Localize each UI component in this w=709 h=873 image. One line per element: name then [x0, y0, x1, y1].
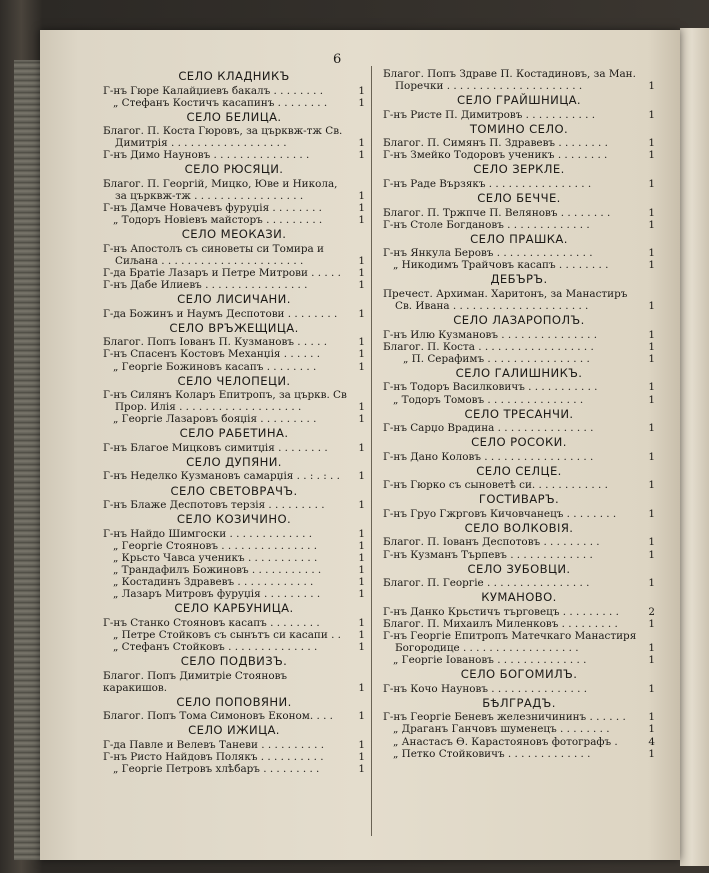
copies-count: 1	[648, 422, 655, 435]
subscriber-entry	[103, 389, 365, 413]
subscriber-name: Г-нъ Кузманъ Търпевъ . . . . . . . . . . . . .	[383, 548, 593, 561]
subscriber-entry	[383, 723, 655, 735]
copies-count: 1	[358, 360, 365, 373]
copies-count: 1	[648, 259, 655, 272]
subscriber-entry	[103, 528, 365, 540]
subscriber-entry	[383, 630, 655, 654]
subscriber-name: „ Тодоръ Новіевъ майсторъ . . . . . . . . .	[113, 214, 323, 227]
subscriber-entry	[103, 97, 365, 109]
subscriber-name: Г-нъ Дано Коловъ . . . . . . . . . . . . . . . . .	[383, 450, 594, 463]
subscriber-entry	[103, 243, 365, 267]
subscriber-entry	[103, 763, 365, 775]
subscriber-name: „ Никодимъ Трайчовъ касапъ . . . . . . . .	[393, 259, 609, 272]
column-divider	[371, 66, 372, 836]
subscriber-entry	[103, 540, 365, 552]
copies-count: 1	[648, 536, 655, 549]
subscriber-entry	[383, 247, 655, 259]
subscriber-name: Г-нъ Столе Богдановъ . . . . . . . . . . . . .	[383, 218, 590, 231]
subscriber-name: Благог. П. Георгіе . . . . . . . . . . . . . . . .	[383, 577, 590, 590]
copies-count: 1	[648, 328, 655, 341]
copies-count: 1	[358, 551, 365, 564]
village-heading: СЕЛО ЧЕЛОПЕЦИ.	[177, 373, 291, 388]
subscriber-name: Благог. П. Симянъ П. Здравевъ . . . . . . . .	[383, 137, 608, 150]
copies-count: 1	[358, 681, 365, 694]
next-page-edge	[680, 28, 709, 866]
subscriber-name: „ Драганъ Ганчовъ шуменецъ . . . . . . . .	[393, 723, 610, 736]
subscriber-entry	[383, 736, 655, 748]
copies-count: 1	[648, 352, 655, 365]
copies-count: 1	[358, 762, 365, 775]
copies-count: 1	[648, 80, 655, 93]
village-heading: СЕЛО ИЖИЦА.	[188, 723, 280, 738]
copies-count: 1	[648, 450, 655, 463]
subscriber-entry	[383, 508, 655, 520]
subscriber-entry	[383, 683, 655, 695]
copies-count: 1	[358, 738, 365, 751]
subscriber-entry	[383, 748, 655, 760]
village-heading: СЕЛО СЕЛЦЕ.	[476, 463, 562, 478]
subscriber-entry	[383, 288, 655, 312]
subscriber-entry	[103, 588, 365, 600]
subscriber-name: Г-нъ Гюрко съ сыноветѣ си. . . . . . . . . . . .	[383, 479, 608, 492]
subscriber-entry	[383, 711, 655, 723]
subscriber-name: Г-нъ Дамче Новачевъ фуруџія . . . . . . . .	[103, 202, 322, 215]
subscriber-name: Г-нъ Ристо Найдовъ Полякъ . . . . . . . . . .	[103, 750, 324, 763]
copies-count: 1	[648, 108, 655, 121]
subscriber-entry	[103, 564, 365, 576]
village-heading: СЕЛО ДУПЯНИ.	[186, 454, 282, 469]
village-heading: СЕЛО ЛИСИЧАНИ.	[177, 292, 291, 307]
subscriber-name: Г-нъ Змейко Тодоровъ ученикъ . . . . . . . .	[383, 149, 608, 162]
copies-count: 1	[648, 711, 655, 724]
subscriber-name: Благог. П. Михаилъ Миленковъ . . . . . . . . .	[383, 617, 618, 630]
copies-count: 1	[358, 279, 365, 292]
subscriber-name: Г-нъ Груо Гжрговъ Кичовчанецъ . . . . . . . .	[383, 507, 617, 520]
village-heading: СЕЛО ЛАЗАРОПОЛЪ.	[453, 313, 585, 328]
subscriber-name: Г-нъ Ристе П. Димитровъ . . . . . . . . . . .	[383, 108, 595, 121]
subscriber-name: Пречест. Архиман. Харитонъ, за Манастиръ Св. Ивана . . . . . . . . . . . . . . . . . . . . .	[383, 287, 628, 313]
subscriber-entry	[383, 479, 655, 491]
subscriber-name: „ Стефанъ Стойковъ . . . . . . . . . . . . . .	[113, 640, 318, 653]
subscriber-entry	[103, 670, 365, 694]
copies-count: 1	[648, 577, 655, 590]
subscriber-name: Г-да Божинъ и Наумъ Деспотови . . . . . . . .	[103, 307, 338, 320]
subscriber-name: Г-нъ Илю Кузмановъ . . . . . . . . . . . . . . .	[383, 328, 598, 341]
subscriber-name: „ Георгіе Лазаровъ бояџія . . . . . . . . .	[113, 413, 317, 426]
subscriber-name: „ П. Серафимъ . . . . . . . . . . . . . . . .	[403, 352, 590, 365]
copies-count: 1	[648, 218, 655, 231]
village-heading: СЕЛО ЗУБОВЦИ.	[467, 561, 571, 576]
copies-count: 1	[358, 576, 365, 589]
subscriber-entry	[103, 641, 365, 653]
subscriber-entry	[383, 536, 655, 548]
village-heading: ТОМИНО СЕЛО.	[469, 121, 569, 136]
copies-count: 1	[648, 206, 655, 219]
copies-count: 1	[358, 214, 365, 227]
subscriber-name: Г-нъ Неделко Кузмановъ самарџія . . : . : . .	[103, 470, 340, 483]
subscriber-entry	[383, 654, 655, 666]
copies-count: 1	[648, 642, 655, 655]
copies-count: 1	[648, 682, 655, 695]
subscriber-name: Г-нъ Дабе Илиевъ . . . . . . . . . . . . . . . .	[103, 279, 308, 292]
subscriber-entry	[383, 178, 655, 190]
subscriber-entry	[103, 348, 365, 360]
subscriber-entry	[383, 341, 655, 353]
village-heading: СЕЛО КОЗИЧИНО.	[176, 512, 292, 527]
copies-count: 1	[648, 479, 655, 492]
subscriber-name: „ Георгіе Божиновъ касапъ . . . . . . . .	[113, 360, 317, 373]
copies-count: 1	[648, 149, 655, 162]
village-heading: СЕЛО ГАЛИШНИКЪ.	[455, 365, 583, 380]
subscriber-name: Г-нъ Блаже Деспотовъ терзія . . . . . . . . .	[103, 499, 325, 512]
page-number: 6	[333, 52, 342, 67]
copies-count: 1	[648, 654, 655, 667]
subscriber-name: „ Стефанъ Костичъ касапинъ . . . . . . . .	[113, 96, 328, 109]
subscriber-entry	[383, 219, 655, 231]
copies-count: 1	[358, 401, 365, 414]
subscriber-name: Г-нъ Силянъ Коларъ Епитропъ, за църкв. Св Прор. Илія . . . . . . . . . . . . . . . . . . .	[103, 389, 347, 414]
subscriber-name: Благог. П. Іованъ Деспотовъ . . . . . . . . .	[383, 536, 600, 549]
subscriber-entry	[383, 381, 655, 393]
subscriber-entry	[383, 606, 655, 618]
village-heading: КУМАНОВО.	[481, 590, 557, 605]
copies-count: 1	[358, 307, 365, 320]
subscriber-name: „ Георгіе Петровъ хлѣбаръ . . . . . . . . .	[113, 762, 320, 775]
subscriber-name: Г-нъ Георгіе Епитропъ Матечкаго Манастиря Богородице . . . . . . . . . . . . . . . . . .	[383, 629, 637, 655]
village-heading: БѢЛГРАДЪ.	[482, 695, 556, 710]
subscriber-name: Благог. Попъ Димитріе Стояновъ каракишов.	[103, 669, 288, 694]
subscriber-name: Г-да Братіе Лазаръ и Петре Митрови . . . . .	[103, 267, 341, 280]
subscriber-entry	[383, 109, 655, 121]
subscriber-name: „ Георгіе Стояновъ . . . . . . . . . . . . . . .	[113, 539, 318, 552]
copies-count: 1	[648, 300, 655, 313]
village-heading: СЕЛО ТРЕСАНЧИ.	[464, 406, 574, 421]
subscriber-name: Г-нъ Благое Мицковъ симитџія . . . . . . . .	[103, 441, 328, 454]
village-heading: ГОСТИВАРЪ.	[478, 492, 560, 507]
village-heading: СЕЛО КЛАДНИКЪ	[178, 69, 290, 83]
subscriber-entry	[383, 394, 655, 406]
subscriber-name: Г-нъ Данко Крьстичъ търговецъ . . . . . . . . .	[383, 605, 619, 618]
subscriber-name: Г-нъ Янкула Беровъ . . . . . . . . . . . . . . .	[383, 247, 593, 260]
subscriber-entry	[383, 577, 655, 589]
subscriber-name: Г-нъ Спасенъ Костовъ Механџія . . . . . .	[103, 348, 321, 361]
copies-count: 1	[358, 254, 365, 267]
village-heading: СЕЛО КАРБУНИЦА.	[174, 601, 294, 616]
subscriber-entry	[383, 137, 655, 149]
village-heading: СЕЛО БОГОМИЛЪ.	[460, 667, 578, 682]
subscriber-entry	[383, 549, 655, 561]
subscriber-entry	[103, 499, 365, 511]
copies-count: 1	[358, 267, 365, 280]
subscriber-entry	[103, 214, 365, 226]
copies-count: 1	[358, 413, 365, 426]
subscriber-name: Г-нъ Гюре Калайџиевъ бакалъ . . . . . . . .	[103, 84, 324, 97]
subscriber-entry	[103, 125, 365, 149]
copies-count: 1	[358, 137, 365, 150]
subscriber-entry	[383, 329, 655, 341]
subscriber-entry	[103, 413, 365, 425]
copies-count: 1	[358, 96, 365, 109]
copies-count: 4	[648, 735, 655, 748]
subscriber-name: Благог. Попъ Тома Симоновъ Економ. . . .	[103, 710, 333, 723]
copies-count: 1	[358, 539, 365, 552]
subscriber-entry	[103, 202, 365, 214]
subscriber-entry	[103, 267, 365, 279]
village-heading: СЕЛО МЕОКАЗИ.	[181, 227, 287, 242]
subscriber-entry	[103, 85, 365, 97]
village-heading: СЕЛО ПРАШКА.	[470, 231, 568, 246]
subscriber-name: „ Крьсто Чавса ученикъ . . . . . . . . . . .	[113, 551, 318, 564]
subscriber-name: Г-нъ Раде Вързякъ . . . . . . . . . . . . . . . .	[383, 177, 592, 190]
village-heading: СЕЛО ВРЪЖЕЩИЦА.	[169, 320, 299, 335]
copies-count: 1	[358, 710, 365, 723]
subscriber-name: Г-нъ Найдо Шимгоски . . . . . . . . . . . . .	[103, 527, 313, 540]
copies-count: 1	[358, 470, 365, 483]
subscriber-entry	[103, 552, 365, 564]
copies-count: 1	[358, 616, 365, 629]
subscriber-name: Благог. П. Коста . . . . . . . . . . . . . . . . . .	[383, 340, 594, 353]
subscriber-entry	[383, 422, 655, 434]
subscriber-name: „ Трандафилъ Божиновъ . . . . . . . . . . .	[113, 563, 322, 576]
subscriber-name: Г-нъ Апостолъ съ синоветы си Томира и Сиљана . . . . . . . . . . . . . . . . . . . . . .	[103, 242, 324, 267]
subscriber-entry	[103, 739, 365, 751]
subscriber-entry	[103, 336, 365, 348]
copies-count: 1	[648, 137, 655, 150]
subscriber-entry	[103, 710, 365, 722]
village-heading: СЕЛО БЕЛИЦА.	[186, 109, 282, 124]
copies-count: 1	[648, 177, 655, 190]
copies-count: 1	[358, 190, 365, 203]
copies-count: 1	[358, 84, 365, 97]
village-heading: СЕЛО ПОПОВЯНИ.	[176, 694, 292, 709]
right-column	[383, 68, 655, 760]
village-heading: СЕЛО СВЕТОВРАЧЪ.	[170, 483, 298, 498]
copies-count: 1	[358, 336, 365, 349]
copies-count: 1	[358, 202, 365, 215]
subscriber-entry	[383, 259, 655, 271]
subscriber-name: „ Костадинъ Здравевъ . . . . . . . . . . . .	[113, 576, 314, 589]
subscriber-name: Благог. Попъ Іованъ П. Кузмановъ . . . . .	[103, 336, 328, 349]
copies-count: 1	[358, 588, 365, 601]
subscriber-name: „ Петре Стойковъ съ сынътъ си касапи . .	[113, 628, 341, 641]
subscriber-entry	[103, 361, 365, 373]
copies-count: 1	[648, 617, 655, 630]
village-heading: СЕЛО ВОЛКОВІЯ.	[464, 520, 574, 535]
subscriber-entry	[103, 629, 365, 641]
subscriber-entry	[103, 442, 365, 454]
copies-count: 2	[648, 605, 655, 618]
subscriber-name: Г-да Павле и Велевъ Таневи . . . . . . . . . .	[103, 738, 325, 751]
copies-count: 1	[358, 563, 365, 576]
left-column	[103, 68, 365, 775]
copies-count: 1	[648, 723, 655, 736]
copies-count: 1	[648, 381, 655, 394]
village-heading: СЕЛО РАБЕТИНА.	[179, 426, 289, 441]
copies-count: 1	[358, 499, 365, 512]
subscriber-entry	[383, 68, 655, 92]
village-heading: СЕЛО ГРАЙШНИЦА.	[456, 93, 582, 108]
village-heading: СЕЛО РОСОКИ.	[471, 435, 567, 450]
copies-count: 1	[358, 348, 365, 361]
copies-count: 1	[648, 548, 655, 561]
subscriber-name: „ Лазаръ Митровъ фуруџія . . . . . . . . .	[113, 588, 321, 601]
subscriber-name: Благог. П. Георгій, Мицко, Юве и Никола, за църквж-тж . . . . . . . . . . . . . . . . .	[103, 177, 338, 203]
subscriber-entry	[103, 751, 365, 763]
village-heading: СЕЛО БЕЧЧЕ.	[477, 191, 561, 206]
village-heading: СЕЛО ЗЕРКЛЕ.	[473, 162, 565, 177]
subscriber-entry	[103, 470, 365, 482]
subscriber-name: „ Анастасъ Ѳ. Карастояновъ фотографъ .	[393, 735, 618, 748]
subscriber-name: Г-нъ Сарџо Врадина . . . . . . . . . . . . . . .	[383, 422, 594, 435]
copies-count: 1	[358, 628, 365, 641]
subscriber-name: Благог. П. Коста Гюровъ, за църквж-тж Св. Димитрія . . . . . . . . . . . . . . . . . .	[103, 125, 343, 150]
village-heading: СЕЛО РЮСЯЦИ.	[184, 162, 284, 177]
subscriber-entry	[383, 149, 655, 161]
subscriber-entry	[383, 353, 655, 365]
subscriber-name: „ Петко Стойковичъ . . . . . . . . . . . . .	[393, 747, 591, 760]
subscriber-name: „ Тодоръ Томовъ . . . . . . . . . . . . . . .	[393, 393, 584, 406]
copies-count: 1	[648, 340, 655, 353]
subscriber-entry	[103, 617, 365, 629]
subscriber-name: Г-нъ Димо Науновъ . . . . . . . . . . . . . . .	[103, 149, 310, 162]
subscriber-entry	[383, 207, 655, 219]
copies-count: 1	[358, 149, 365, 162]
book-spine	[14, 60, 42, 860]
subscriber-entry	[103, 308, 365, 320]
village-heading: ДЕБЪРЪ.	[490, 272, 548, 287]
subscriber-name: Г-нъ Кочо Науновъ . . . . . . . . . . . . . . .	[383, 682, 588, 695]
copies-count: 1	[358, 441, 365, 454]
subscriber-name: Благог. П. Тржпче П. Веляновъ . . . . . . . .	[383, 206, 611, 219]
subscriber-name: „ Георгіе Іовановъ . . . . . . . . . . . . . .	[393, 654, 587, 667]
subscriber-entry	[103, 178, 365, 202]
subscriber-name: Г-нъ Станко Стояновъ касапъ . . . . . . . .	[103, 616, 320, 629]
copies-count: 1	[358, 750, 365, 763]
subscriber-entry	[103, 576, 365, 588]
copies-count: 1	[648, 747, 655, 760]
copies-count: 1	[648, 507, 655, 520]
subscriber-name: Благог. Попъ Здраве П. Костадиновъ, за Ман. Поречки . . . . . . . . . . . . . . . . . . . . .	[383, 68, 636, 93]
copies-count: 1	[648, 393, 655, 406]
subscriber-name: Г-нъ Тодоръ Василковичъ . . . . . . . . . . .	[383, 381, 598, 394]
village-heading: СЕЛО ПОДВИЗЪ.	[180, 654, 288, 668]
subscriber-entry	[103, 149, 365, 161]
copies-count: 1	[648, 247, 655, 260]
subscriber-entry	[383, 618, 655, 630]
subscriber-entry	[103, 279, 365, 291]
subscriber-entry	[383, 451, 655, 463]
copies-count: 1	[358, 527, 365, 540]
copies-count: 1	[358, 640, 365, 653]
subscriber-name: Г-нъ Георгіе Беневъ железничининъ . . . . . .	[383, 711, 626, 724]
